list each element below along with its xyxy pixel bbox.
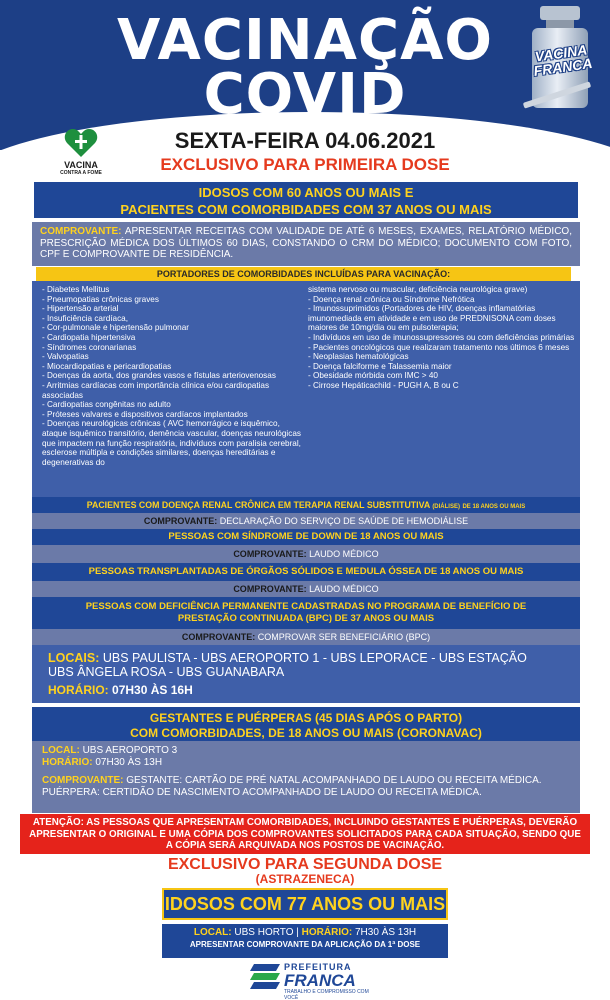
logo-text-prefeitura: PREFEITURA (284, 962, 352, 972)
proof-gestante: GESTANTE: CARTÃO DE PRÉ NATAL ACOMPANHADO DE LAUDO OU RECEITA MÉDICA. (126, 775, 542, 786)
locations-line-1 (48, 651, 564, 665)
proof-key: COMPROVANTE: (143, 516, 218, 526)
proof-key: COMPROVANTE: (233, 584, 307, 594)
second-dose-note: APRESENTAR COMPROVANTE DA APLICAÇÃO DA 1ª DOSE (189, 940, 421, 949)
hours-key: HORÁRIO: (42, 757, 93, 768)
local-text: UBS AEROPORTO 3 (82, 745, 178, 756)
list-item: sistema nervoso ou muscular, deficiência neurológica grave) (308, 285, 528, 294)
list-item: - Miocardiopatias e pericardiopatias (42, 361, 172, 371)
renal-title: PACIENTES COM DOENÇA RENAL CRÔNICA EM TERAPIA RENAL SUBSTITUTIVA (86, 500, 430, 510)
local-key: LOCAL: (193, 927, 232, 938)
list-item: - Cardiopatias congênitas no adulto (42, 400, 171, 410)
pregnant-details (32, 741, 580, 813)
vial-cap (540, 6, 580, 20)
vial-label: VACINA FRANCA (532, 41, 594, 79)
group1-title-line-1: IDOSOS COM 60 ANOS OU MAIS E (198, 185, 414, 200)
logo-text-contra-fome: CONTRA A FOME (60, 170, 102, 176)
bpc-title-row (32, 597, 580, 629)
comorbidities-right-list (308, 285, 576, 391)
list-item: - Síndromes coronarianas (42, 342, 137, 352)
logo-text-vacina: VACINA (64, 160, 98, 170)
list-item: - Cardiopatia hipertensiva (42, 332, 136, 342)
proof-key: COMPROVANTE: (233, 549, 307, 559)
comorbidities-left-list (42, 285, 304, 467)
locations-text-1: UBS PAULISTA - UBS AEROPORTO 1 - UBS LEPORACE - UBS ESTAÇÃO (102, 651, 527, 665)
local-text: UBS HORTO | (234, 927, 299, 938)
locations-line-2: UBS ÂNGELA ROSA - UBS GUANABARA (48, 665, 285, 679)
pregnant-proof (42, 775, 570, 787)
list-item: - Pneumopatias crônicas graves (42, 294, 159, 304)
renal-note: (DIÁLISE) (432, 504, 460, 510)
comorbidities-header-bar: PORTADORES DE COMORBIDADES INCLUÍDAS PARA VACINAÇÃO: (36, 267, 571, 281)
attention-banner: ATENÇÃO: AS PESSOAS QUE APRESENTAM COMORBIDADES, INCLUINDO GESTANTES E PUÉRPERAS, DEVERÃO APRESENTAR O ORIGINAL E UMA CÓPIA DOS COMPROVANTES SOLICITADOS PARA CADA SITUAÇÃO, SENDO QUE A CÓPIA SERÁ ARQUIVADA NOS POSTOS DE VACINAÇÃO. (20, 814, 590, 854)
proof-key: COMPROVANTE: (181, 632, 256, 642)
list-item: - Próteses valvares e dispositivos cardíacos implantados (42, 409, 248, 419)
hours-key: HORÁRIO: (301, 927, 353, 938)
proof-text: LAUDO MÉDICO (309, 549, 379, 559)
group1-title-line-2: PACIENTES COM COMORBIDADES COM 37 ANOS OU MAIS (120, 202, 492, 217)
hours-key: HORÁRIO: (48, 683, 109, 697)
list-item: - Doença falciforme e Talassemia maior (308, 361, 452, 371)
second-dose-heading: EXCLUSIVO PARA SEGUNDA DOSE (167, 856, 443, 873)
second-dose-location (162, 924, 448, 958)
vacina-contra-a-fome-logo (56, 128, 106, 180)
renal-title-row (32, 497, 580, 513)
group1-header (32, 180, 580, 220)
list-item: - Obesidade mórbida com IMC > 40 (308, 371, 438, 381)
first-dose-heading: EXCLUSIVO PARA PRIMEIRA DOSE (160, 155, 450, 174)
second-dose-group: IDOSOS COM 77 ANOS OU MAIS (162, 888, 448, 920)
logo-text-franca: FRANCA (284, 971, 356, 990)
list-item: - Imunossuprimidos (Portadores de HIV, doenças inflamatórias imunomediada em atividade e em uso de PREDNISONA com doses maiores de 10mg/dia ou em pulsoterapia; (308, 304, 556, 333)
list-item: - Insuficiência cardíaca, (42, 313, 129, 323)
pregnant-title-line-1: GESTANTES E PUÉRPERAS (45 DIAS APÓS O PARTO) (149, 711, 463, 725)
list-item: - Valvopatias (42, 352, 89, 362)
title-line-1: VACINAÇÃO (116, 8, 494, 73)
prefeitura-franca-logo (250, 960, 380, 1000)
date-heading: SEXTA-FEIRA 04.06.2021 (174, 128, 436, 153)
heart-icon (64, 128, 98, 158)
list-item: - Diabetes Mellitus (42, 285, 110, 294)
bpc-title-line-1: PESSOAS COM DEFICIÊNCIA PERMANENTE CADASTRADAS NO PROGRAMA DE BENEFÍCIO DE (85, 601, 527, 612)
list-item: - Cirrose Hepáticachild - PUGH A, B ou C (308, 380, 459, 390)
pregnant-hours (42, 757, 570, 769)
proof-key: COMPROVANTE: (40, 226, 122, 237)
list-item: - Neoplasias hematológicas (308, 352, 409, 362)
proof-text: LAUDO MÉDICO (309, 584, 379, 594)
down-title-row: PESSOAS COM SÍNDROME DE DOWN DE 18 ANOS OU MAIS (32, 529, 580, 545)
comorbidities-panel (32, 281, 580, 497)
hours-text: 07H30 ÀS 13H (95, 757, 163, 768)
second-dose-location-line (162, 927, 448, 938)
pregnant-local (42, 745, 570, 757)
renal-proof-row (32, 513, 580, 529)
proof-text: APRESENTAR RECEITAS COM VALIDADE DE ATÉ 6 MESES, EXAMES, RELATÓRIO MÉDICO, PRESCRIÇÃO MÉDICA DOS ÚLTIMOS 60 DIAS, CONSTANDO O CRM DO MÉDICO; DOCUMENTO COM FOTO, CPF E COMPROVANTE DE RESIDÊNCIA. (40, 226, 572, 260)
logo-text-slogan: TRABALHO E COMPROMISSO COM VOCÊ (284, 989, 369, 1000)
down-proof-row (32, 545, 580, 563)
proof-puerpera: PUÉRPERA: CERTIDÃO DE NASCIMENTO ACOMPANHADO DE LAUDO OU RECEITA MÉDICA. (42, 787, 482, 798)
franca-flag-icon (250, 962, 282, 990)
list-item: - Hipertensão arterial (42, 304, 119, 314)
proof-text: DECLARAÇÃO DO SERVIÇO DE SAÚDE DE HEMODIÁLISE (219, 516, 469, 526)
list-item: - Arritmias cardíacas com importância clínica e/ou cardiopatias associadas (42, 380, 270, 400)
pregnant-title-line-2: COM COMORBIDADES, DE 18 ANOS OU MAIS (CORONAVAC) (130, 726, 482, 740)
hours-text: 7H30 ÀS 13H (355, 927, 417, 938)
transplant-title-row: PESSOAS TRANSPLANTADAS DE ÓRGÃOS SÓLIDOS E MEDULA ÓSSEA DE 18 ANOS OU MAIS (32, 563, 580, 581)
transplant-proof-row (32, 581, 580, 597)
bpc-proof-row (32, 629, 580, 645)
list-item: - Indivíduos em uso de imunossupressores ou com deficiências primárias (308, 332, 575, 342)
locations-hours (48, 683, 564, 697)
hours-text: 07H30 ÀS 16H (112, 683, 193, 697)
proof-text: COMPROVAR SER BENEFICIÁRIO (BPC) (257, 632, 431, 642)
list-item: - Pacientes oncológicos que realizaram tratamento nos últimos 6 meses (308, 342, 570, 352)
list-item: - Doença renal crônica ou Síndrome Nefrótica (308, 294, 475, 304)
bpc-title-line-2: PRESTAÇÃO CONTINUADA (BPC) DE 37 ANOS OU MAIS (177, 613, 435, 624)
pregnant-header (32, 705, 580, 741)
list-item: - Cor-pulmonale e hipertensão pulmonar (42, 323, 189, 333)
list-item: - Doenças da aorta, dos grandes vasos e fístulas arteriovenosas (42, 371, 276, 381)
proof-key: COMPROVANTE: (42, 775, 124, 786)
renal-age: DE 18 ANOS OU MAIS (462, 504, 526, 510)
second-dose-subtitle: (ASTRAZENECA) (255, 872, 355, 886)
vaccine-vial-illustration (518, 6, 606, 114)
locations-key: LOCAIS: (48, 651, 100, 665)
vial-neck (546, 20, 574, 28)
title-line-2: COVID (203, 62, 407, 127)
list-item: - Doenças neurológicas crônicas ( AVC hemorrágico e isquêmico, ataque isquêmico transitório, demência vascular, doenças neurológicas que impactem na função respiratória, indivíduos com paralisia cerebral, esclerose múltipla e condições similares, doenças hereditárias e degenerativas do (42, 419, 301, 467)
locations-panel (32, 645, 580, 703)
local-key: LOCAL: (42, 745, 80, 756)
group1-proof (32, 222, 580, 266)
